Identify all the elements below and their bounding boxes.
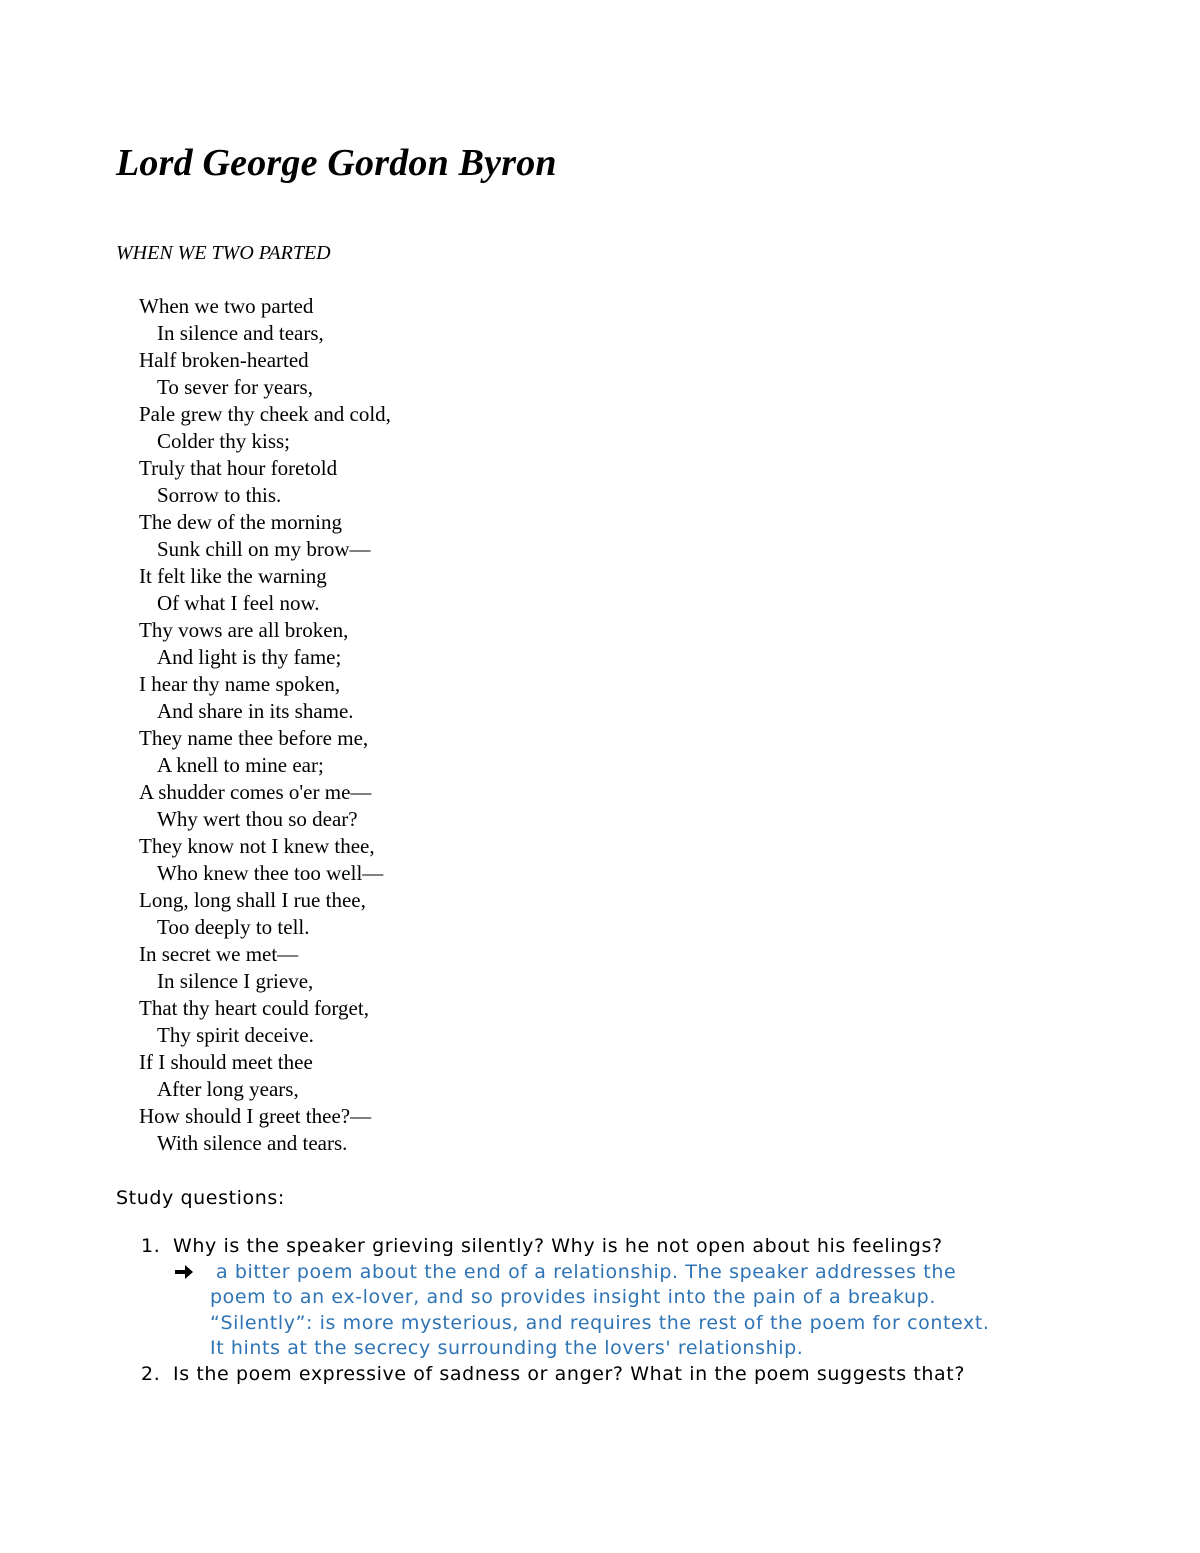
poem-title: WHEN WE TWO PARTED bbox=[116, 242, 331, 264]
poem-line: How should I greet thee?— bbox=[139, 1104, 372, 1128]
poem-line: The dew of the morning bbox=[139, 510, 342, 534]
poem-line: Long, long shall I rue thee, bbox=[139, 888, 366, 912]
right-arrow-icon bbox=[173, 1262, 195, 1282]
poem-line: Colder thy kiss; bbox=[157, 429, 291, 453]
answer-block bbox=[0, 1260, 1200, 1362]
poem-line: And share in its shame. bbox=[157, 699, 354, 723]
study-question bbox=[0, 1362, 1200, 1388]
question-number: 1. bbox=[141, 1235, 161, 1257]
answer-line: It hints at the secrecy surrounding the lovers' relationship. bbox=[210, 1337, 804, 1359]
poem-body bbox=[139, 293, 391, 1157]
study-questions-heading: Study questions: bbox=[116, 1187, 285, 1209]
poem-line: They name thee before me, bbox=[139, 726, 369, 750]
author-heading: Lord George Gordon Byron bbox=[116, 142, 557, 184]
poem-line: I hear thy name spoken, bbox=[139, 672, 341, 696]
poem-line: Who knew thee too well— bbox=[157, 861, 384, 885]
question-number: 2. bbox=[141, 1362, 161, 1385]
poem-line: Too deeply to tell. bbox=[157, 915, 310, 939]
question-text: Why is the speaker grieving silently? Why is he not open about his feelings? bbox=[173, 1235, 943, 1257]
poem-line: In silence and tears, bbox=[157, 321, 324, 345]
poem-line: And light is thy fame; bbox=[157, 645, 342, 669]
poem-line: When we two parted bbox=[139, 294, 314, 318]
poem-line: To sever for years, bbox=[157, 375, 313, 399]
poem-line: In silence I grieve, bbox=[157, 969, 314, 993]
poem-line: Sunk chill on my brow— bbox=[157, 537, 371, 561]
study-question bbox=[0, 1234, 1200, 1260]
poem-line: Why wert thou so dear? bbox=[157, 807, 358, 831]
answer-line: a bitter poem about the end of a relationship. The speaker addresses the bbox=[216, 1260, 957, 1283]
poem-line: That thy heart could forget, bbox=[139, 996, 369, 1020]
poem-line: If I should meet thee bbox=[139, 1050, 313, 1074]
poem-line: Thy spirit deceive. bbox=[157, 1023, 314, 1047]
poem-line: Half broken-hearted bbox=[139, 348, 309, 372]
poem-line: A knell to mine ear; bbox=[157, 753, 324, 777]
poem-line: After long years, bbox=[157, 1077, 299, 1101]
study-questions-list bbox=[0, 1234, 1200, 1387]
poem-line: In secret we met— bbox=[139, 942, 299, 966]
poem-line: A shudder comes o'er me— bbox=[139, 780, 372, 804]
poem-line: Thy vows are all broken, bbox=[139, 618, 349, 642]
poem-line: Truly that hour foretold bbox=[139, 456, 338, 480]
answer-line: poem to an ex-lover, and so provides insight into the pain of a breakup. bbox=[210, 1286, 936, 1308]
answer-line: “Silently”: is more mysterious, and requires the rest of the poem for context. bbox=[210, 1311, 990, 1334]
poem-line: It felt like the warning bbox=[139, 564, 327, 588]
poem-line: They know not I knew thee, bbox=[139, 834, 375, 858]
poem-line: Of what I feel now. bbox=[157, 591, 320, 615]
poem-line: Sorrow to this. bbox=[157, 483, 282, 507]
poem-line: Pale grew thy cheek and cold, bbox=[139, 402, 391, 426]
question-text: Is the poem expressive of sadness or anger? What in the poem suggests that? bbox=[173, 1362, 966, 1385]
poem-line: With silence and tears. bbox=[157, 1131, 348, 1155]
